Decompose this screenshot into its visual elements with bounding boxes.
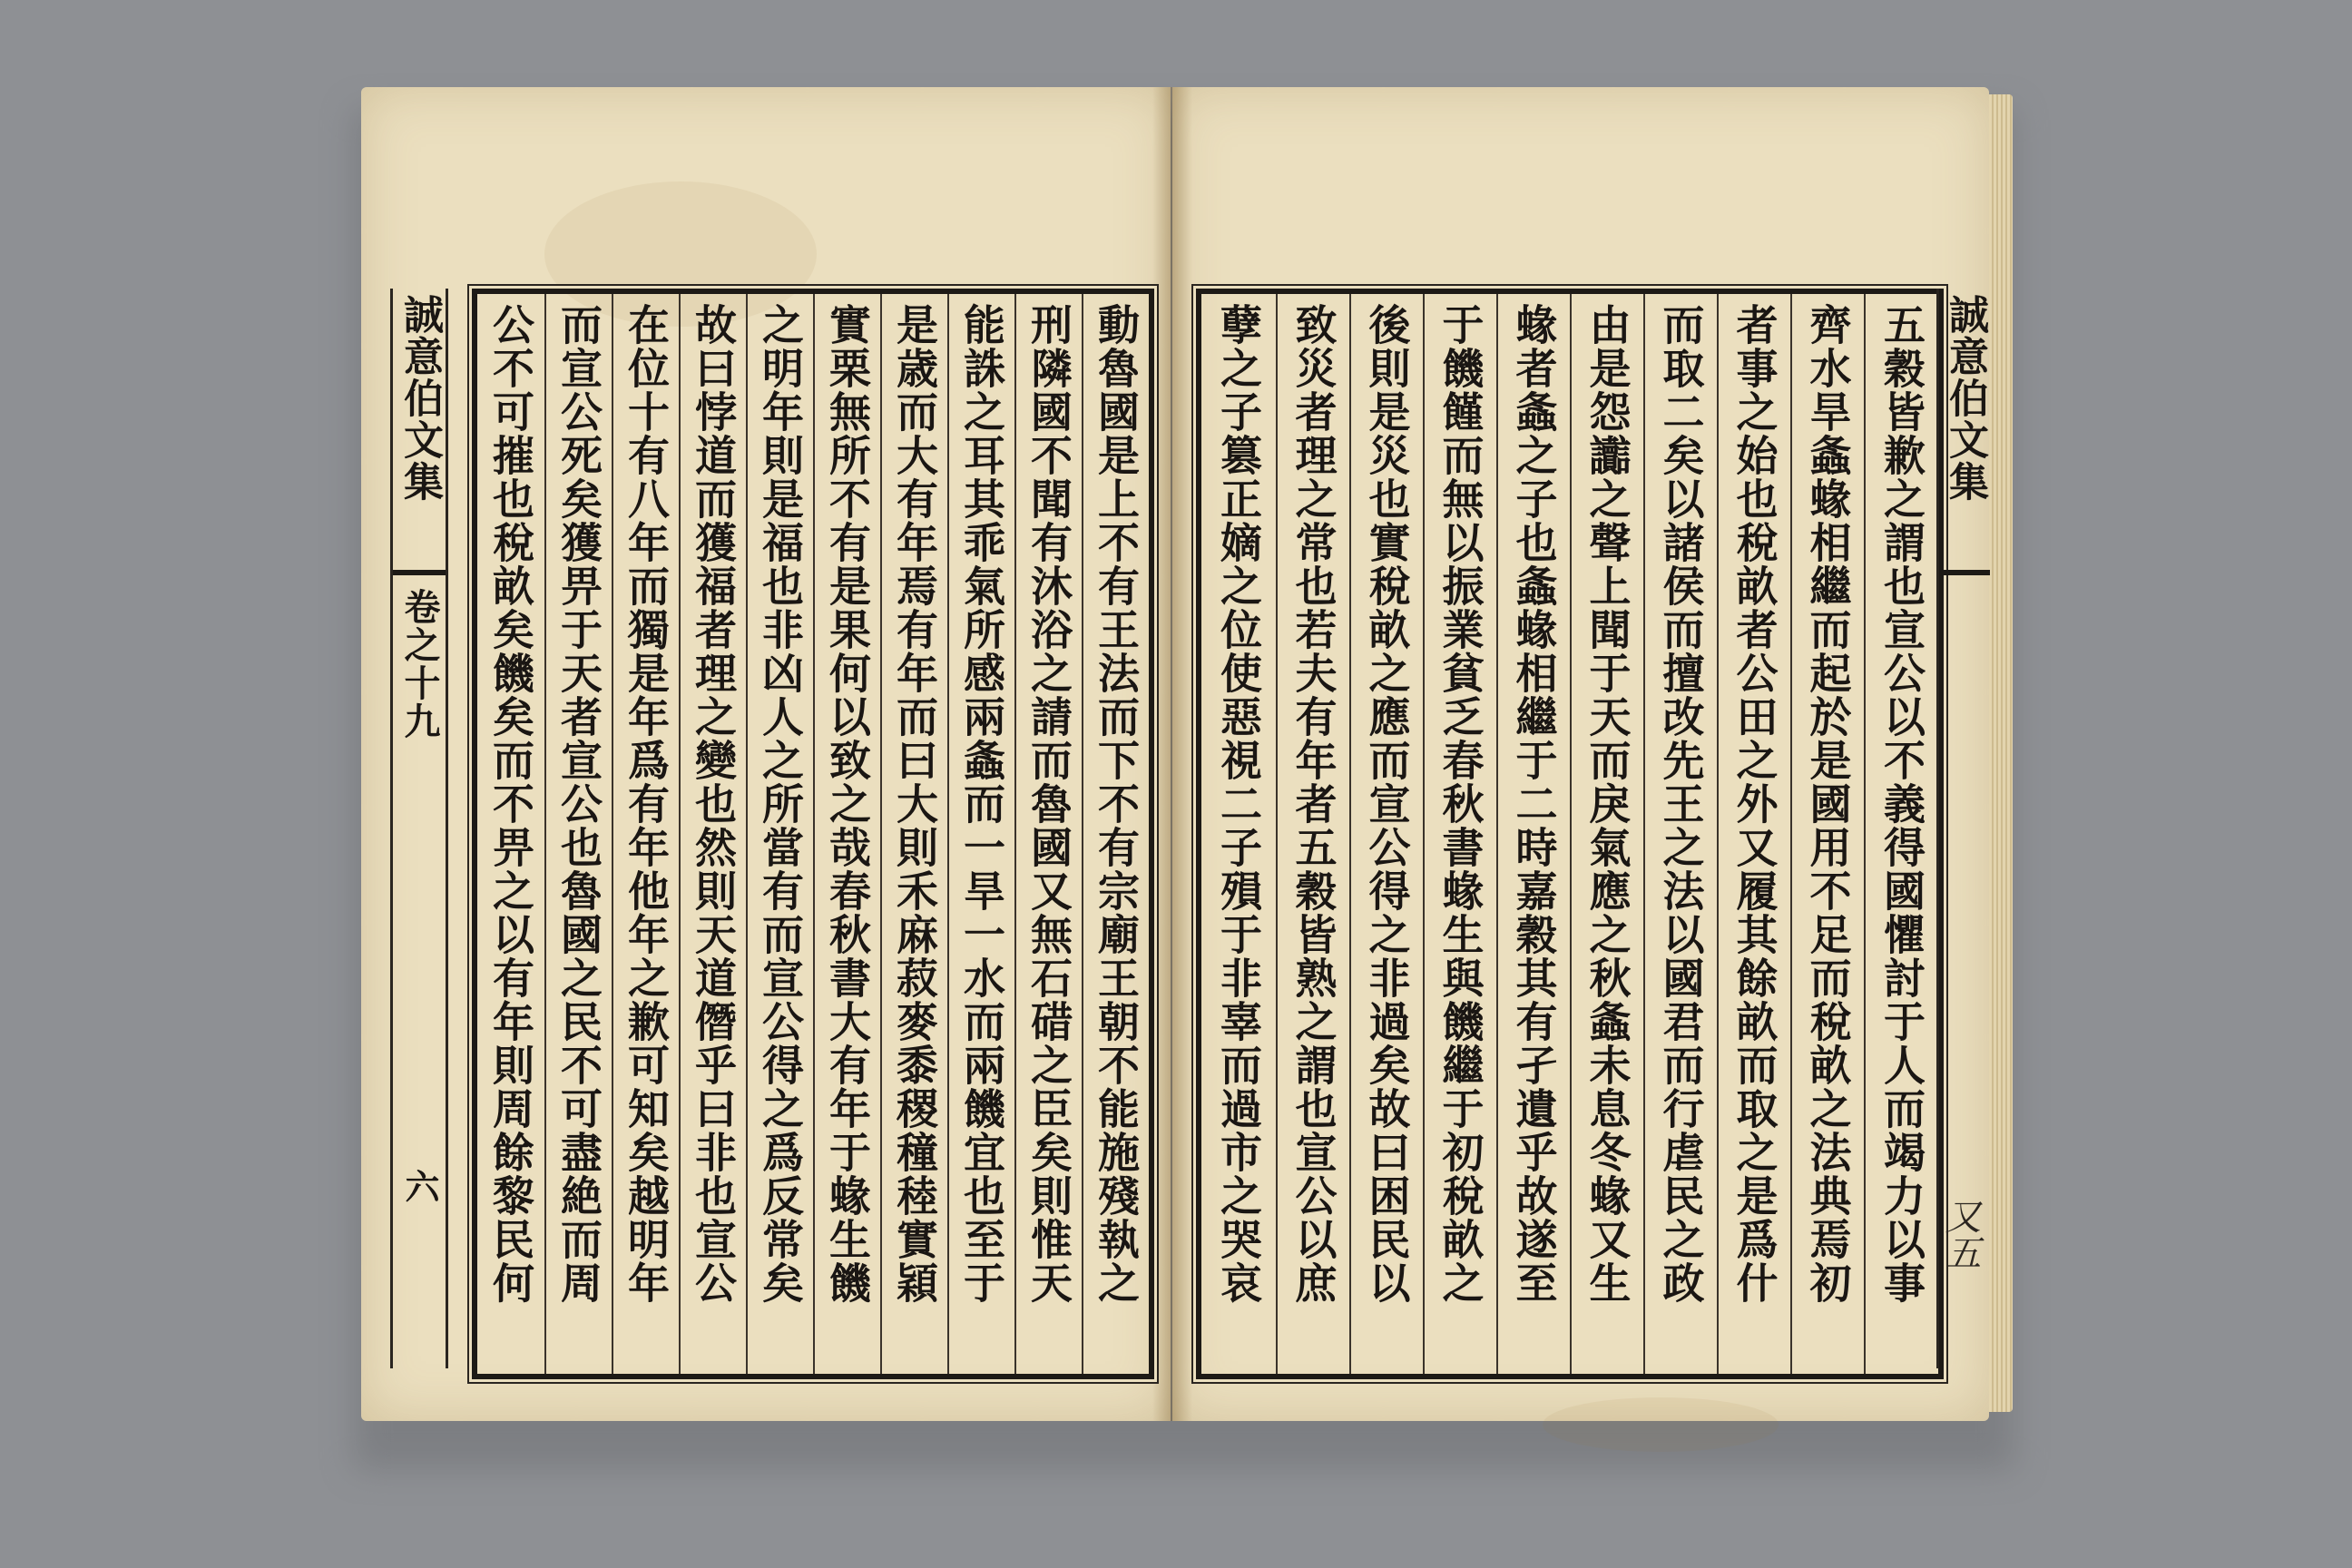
page-edges: [1989, 94, 2013, 1412]
column-text: 動魯國是上不有王法而下不有宗廟王朝不能施殘執之: [1092, 303, 1141, 1305]
column-text: 蝝者螽之子也螽蝝相繼于二時嘉穀其有孑遺乎故遂至: [1509, 303, 1559, 1305]
text-column: [612, 294, 679, 1374]
column-text: 致災者理之常也若夫有年者五穀皆熟之謂也宣公以庶: [1289, 303, 1338, 1305]
column-text: 故曰悖道而獲福者理之變也然則天道僭乎曰非也宣公: [689, 303, 738, 1305]
handwritten-note: 又五: [1939, 1198, 1981, 1270]
text-column: [880, 294, 947, 1374]
left-margin-column: [390, 289, 448, 1368]
fish-tail-mark: [1939, 570, 1990, 599]
column-text: 者事之始也稅畝者公田之外又履其餘畝而取之是爲什: [1730, 303, 1779, 1305]
column-text: 而宣公死矣獲畀于天者宣公也魯國之民不可盡絶而周: [554, 303, 603, 1305]
text-column: [679, 294, 746, 1374]
text-column: [477, 294, 544, 1374]
column-text: 孽之子篡正嫡之位使惡視二子殞于非辜而過市之哭哀: [1214, 303, 1263, 1305]
text-column: [1570, 294, 1643, 1374]
text-column: [544, 294, 612, 1374]
column-text: 公不可摧也稅畝矣饑矣而不畀之以有年則周餘黎民何: [486, 303, 535, 1305]
column-text: 在位十有八年而獨是年爲有年他年之歉可知矣越明年: [622, 303, 671, 1305]
text-column: [1349, 294, 1423, 1374]
text-column: [1496, 294, 1570, 1374]
text-column: [1423, 294, 1496, 1374]
text-column: [1201, 294, 1276, 1374]
column-text: 刑隣國不聞有沐浴之請而魯國又無石碏之臣矣則惟天: [1024, 303, 1073, 1305]
text-column: [1276, 294, 1349, 1374]
text-column: [1082, 294, 1149, 1374]
column-text: 之明年則是福也非凶人之所當有而宣公得之爲反常矣: [756, 303, 805, 1305]
column-text: 是歳而大有年焉有年而曰大則禾麻菽麥黍稷穜稑實穎: [890, 303, 939, 1305]
margin-book-title: 誠意伯文集: [397, 294, 443, 503]
column-text: 能誅之耳其乖氣所感兩螽而一旱一水而兩饑宜也至于: [957, 303, 1006, 1305]
margin-volume-number: 卷之十九: [398, 588, 441, 740]
text-column: [746, 294, 813, 1374]
margin-book-title: 誠意伯文集: [1942, 294, 1988, 503]
left-text-frame: [472, 289, 1154, 1379]
text-column: [1864, 294, 1938, 1374]
text-column: [1790, 294, 1864, 1374]
column-text: 實栗無所不有是果何以致之哉春秋書大有年于蝝生饑: [823, 303, 872, 1305]
text-column: [1014, 294, 1082, 1374]
text-column: [1717, 294, 1790, 1374]
paper-stain: [1543, 1397, 1779, 1452]
text-column: [813, 294, 880, 1374]
book-gutter: [1152, 87, 1192, 1421]
text-column: [947, 294, 1014, 1374]
column-text: 而取二矣以諸侯而擅改先王之法以國君而行虐民之政: [1656, 303, 1706, 1305]
column-text: 五穀皆歉之謂也宣公以不義得國懼討于人而竭力以事: [1877, 303, 1926, 1305]
text-column: [1643, 294, 1717, 1374]
column-text: 齊水旱螽蝝相繼而起於是國用不足而稅畝之法典焉初: [1803, 303, 1853, 1305]
margin-page-number: 六: [399, 1169, 440, 1205]
column-text: 于饑饉而無以振業貧乏春秋書蝝生與饑繼于初稅畝之: [1436, 303, 1485, 1305]
column-text: 由是怨讟之聲上聞于天而戾氣應之秋螽未息冬蝝又生: [1583, 303, 1632, 1305]
right-text-frame: [1196, 289, 1944, 1379]
column-text: 後則是災也實稅畝之應而宣公得之非過矣故曰困民以: [1362, 303, 1412, 1305]
